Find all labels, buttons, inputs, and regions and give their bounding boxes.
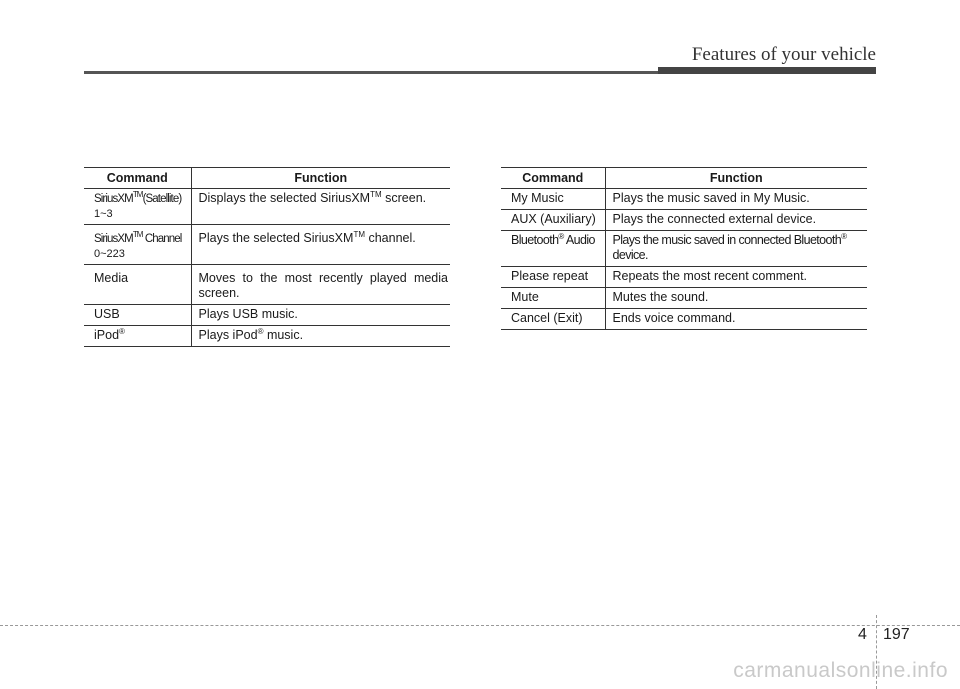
function-cell: Ends voice command. [605,309,867,330]
command-range: 1~3 [94,208,113,220]
column-header-function: Function [191,168,450,189]
table-row [501,267,867,288]
table-row [501,288,867,309]
command-cell: Media [84,265,191,305]
table-row [84,265,450,305]
table-row [501,210,867,231]
footer-dashed-rule [0,625,960,626]
table-row [84,326,450,347]
command-text: SiriusXM™(Satellite) [94,190,182,205]
header-rule [84,71,660,74]
function-cell: Plays the music saved in My Music. [605,189,867,210]
function-cell: Displays the selected SiriusXM™ screen. [191,189,450,225]
command-cell: Please repeat [501,267,605,288]
function-cell: Plays iPod® music. [191,326,450,347]
command-cell: USB [84,305,191,326]
table-header-row [501,168,867,189]
page-number: 197 [883,626,910,643]
column-header-function: Function [605,168,867,189]
function-cell: Mutes the sound. [605,288,867,309]
command-cell: Cancel (Exit) [501,309,605,330]
header-rule-accent [658,67,876,74]
column-header-command: Command [84,168,191,189]
command-range: 0~223 [94,248,125,260]
function-cell: Plays USB music. [191,305,450,326]
table-header-row [84,168,450,189]
command-cell: Mute [501,288,605,309]
voice-command-table-right [501,167,867,330]
command-cell [84,189,191,225]
command-cell [84,225,191,265]
command-text: SiriusXM™ Channel [94,230,182,245]
column-header-command: Command [501,168,605,189]
table-row [501,231,867,267]
function-cell: Moves to the most recently played media screen. [191,265,450,305]
function-cell: Repeats the most recent comment. [605,267,867,288]
table-row [84,225,450,265]
watermark-text: carmanualsonline.info [733,659,948,682]
table-row [501,309,867,330]
voice-command-table-left [84,167,450,347]
command-cell: My Music [501,189,605,210]
command-cell: Bluetooth® Audio [501,231,605,267]
command-cell: AUX (Auxiliary) [501,210,605,231]
function-cell: Plays the connected external device. [605,210,867,231]
page-header-title: Features of your vehicle [691,44,876,65]
command-cell: iPod® [84,326,191,347]
chapter-number: 4 [858,626,867,643]
function-cell: Plays the selected SiriusXM™ channel. [191,225,450,265]
table-row [501,189,867,210]
table-row [84,189,450,225]
function-cell: Plays the music saved in connected Bluetooth® device. [605,231,867,267]
table-row [84,305,450,326]
